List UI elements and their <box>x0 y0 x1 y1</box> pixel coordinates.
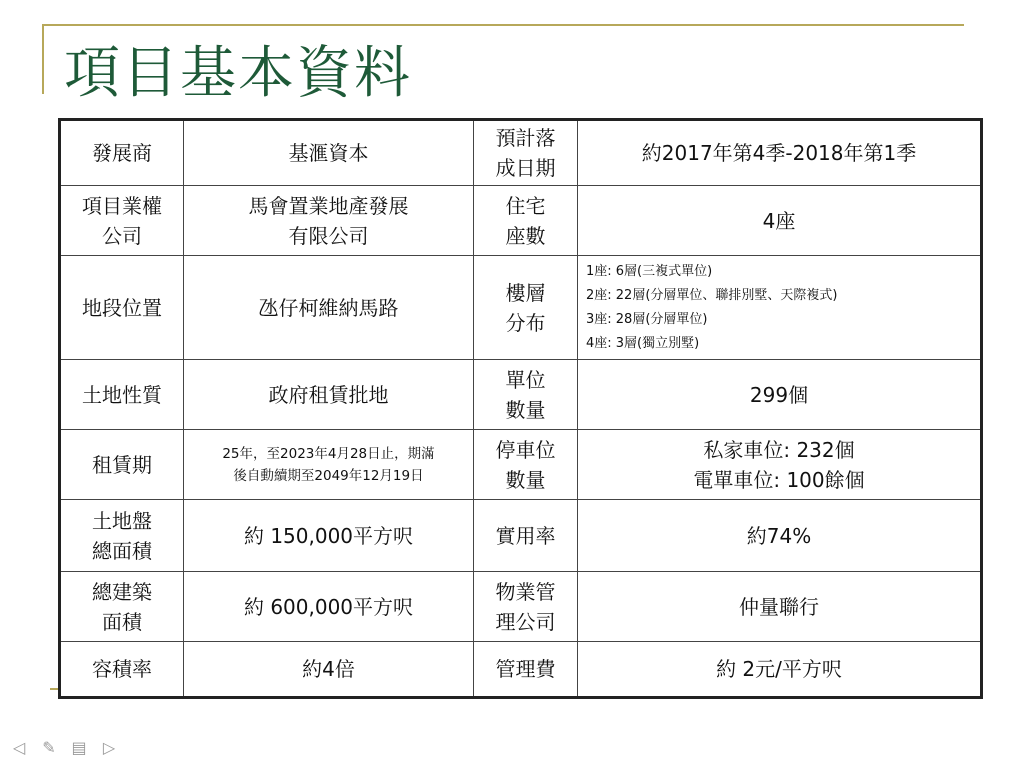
floor-line: 1座: 6層(三複式單位) <box>586 263 713 279</box>
value-cell: 私家車位: 232個 電單車位: 100餘個 <box>578 430 982 500</box>
table-row <box>60 120 982 186</box>
label-cell: 容積率 <box>60 642 184 698</box>
label-cell: 總建築 面積 <box>60 572 184 642</box>
floor-line: 2座: 22層(分層單位、聯排別墅、天際複式) <box>586 287 838 303</box>
menu-icon[interactable]: ▤ <box>71 737 87 757</box>
label-cell: 發展商 <box>60 120 184 186</box>
label-cell: 單位 數量 <box>474 360 578 430</box>
top-decorative-rule <box>42 24 964 26</box>
value-cell: 約74% <box>578 500 982 572</box>
label-cell: 項目業權 公司 <box>60 186 184 256</box>
previous-slide-icon[interactable]: ◁ <box>12 737 26 757</box>
floor-line: 3座: 28層(分層單位) <box>586 311 708 327</box>
label-cell: 停車位 數量 <box>474 430 578 500</box>
label-cell: 土地性質 <box>60 360 184 430</box>
label-cell: 土地盤 總面積 <box>60 500 184 572</box>
label-cell: 地段位置 <box>60 256 184 360</box>
next-slide-icon[interactable]: ▷ <box>102 737 116 757</box>
table-row <box>60 642 982 698</box>
floor-distribution-cell <box>578 256 982 360</box>
value-cell: 4座 <box>578 186 982 256</box>
value-cell: 政府租賃批地 <box>184 360 474 430</box>
table-row <box>60 572 982 642</box>
slide-navigation <box>8 736 120 758</box>
value-cell: 馬會置業地產發展 有限公司 <box>184 186 474 256</box>
value-cell: 299個 <box>578 360 982 430</box>
label-cell: 住宅 座數 <box>474 186 578 256</box>
label-cell: 租賃期 <box>60 430 184 500</box>
left-decorative-rule <box>42 24 44 94</box>
table-row <box>60 186 982 256</box>
value-cell: 約2017年第4季-2018年第1季 <box>578 120 982 186</box>
project-info-table <box>58 118 983 699</box>
label-cell: 管理費 <box>474 642 578 698</box>
label-cell: 樓層 分布 <box>474 256 578 360</box>
value-cell: 基滙資本 <box>184 120 474 186</box>
table-row <box>60 430 982 500</box>
value-cell: 25年，至2023年4月28日止，期滿 後自動續期至2049年12月19日 <box>184 430 474 500</box>
table-row <box>60 256 982 360</box>
value-cell: 氹仔柯維納馬路 <box>184 256 474 360</box>
pen-icon[interactable]: ✎ <box>42 737 56 757</box>
table-row <box>60 500 982 572</box>
slide-title: 項目基本資料 <box>64 41 412 106</box>
label-cell: 預計落 成日期 <box>474 120 578 186</box>
label-cell: 物業管 理公司 <box>474 572 578 642</box>
floor-line: 4座: 3層(獨立別墅) <box>586 335 700 351</box>
value-cell: 仲量聯行 <box>578 572 982 642</box>
label-cell: 實用率 <box>474 500 578 572</box>
table-row <box>60 360 982 430</box>
value-cell: 約 600,000平方呎 <box>184 572 474 642</box>
value-cell: 約 2元/平方呎 <box>578 642 982 698</box>
value-cell: 約4倍 <box>184 642 474 698</box>
value-cell: 約 150,000平方呎 <box>184 500 474 572</box>
